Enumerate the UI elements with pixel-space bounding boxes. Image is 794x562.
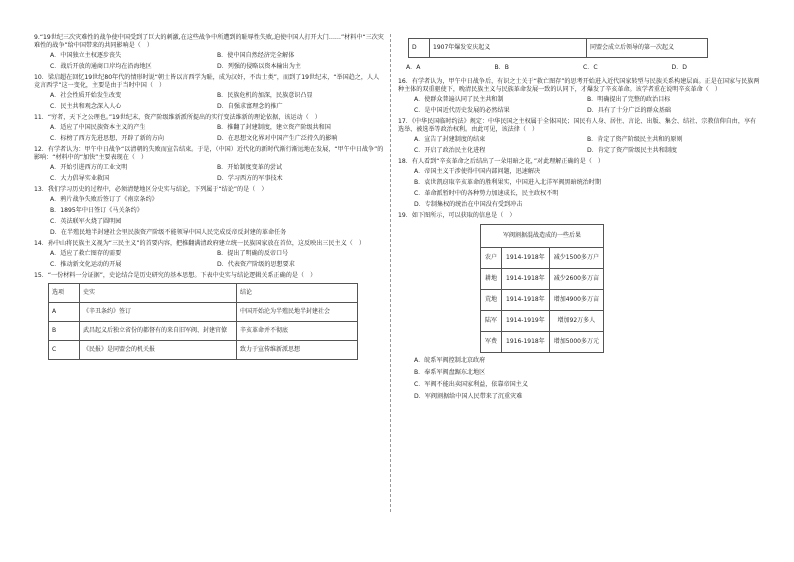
option-a: A．适应了中国民族资本主义的产生: [50, 124, 146, 131]
question-19: [398, 212, 760, 401]
option-c: C．军阀不能出卖国家利益，依靠帝国主义: [414, 381, 528, 388]
question-stem: 19．如下图所示，可以获取的信息是（ ）: [398, 212, 516, 219]
table-cell: 1914-1918年: [502, 269, 550, 290]
option-d: D．代表资产阶级的思想要求: [217, 261, 295, 268]
table-cell: 陆军: [481, 311, 502, 332]
option-d: D．列强的侵略以资本输出为主: [217, 63, 301, 70]
table-cell: 《民报》是同盟会的机关报: [80, 341, 237, 360]
table-cell: 增加92万多人: [549, 311, 603, 332]
question-15: [34, 272, 384, 360]
option-a: A．中国独立主权逐步丧失: [50, 52, 122, 59]
option-c: C．是中国近代历史发展的必然结果: [414, 107, 510, 114]
option-d: D．学习西方的军事技术: [217, 175, 283, 182]
question-18: [398, 158, 760, 209]
history-table-continued: [408, 38, 708, 58]
question-stem: 15．“一份材料一分证据”，史论结合是历史研究的基本思想。下表中史实与结论逻辑关系正确的是（ ）: [34, 272, 317, 279]
option-b: B．B: [494, 64, 509, 71]
option-b: B．开始制度变革的尝试: [217, 164, 283, 171]
option-d: D．专制集权的统治在中国没有受到冲击: [414, 201, 523, 208]
option-d: D．在半殖民地半封建社会里民族资产阶级不能领导中国人民完成反帝反封建的革命任务: [50, 229, 287, 236]
option-c: C．标榜了西方先进思想，开辟了新的方向: [50, 135, 164, 142]
table-cell: D: [409, 39, 430, 58]
question-stem: 12．有学者认为：甲午中日战争“以清朝的失败而宣告结束。于是，（中国）近代化的新时代渐行渐远地在发展，“甲午中日战争”的影响：“材料中的“加快”主要表现在（ ）: [34, 146, 384, 161]
table-row: [481, 269, 604, 290]
table-cell: 农户: [481, 248, 502, 269]
column-divider: [390, 34, 391, 512]
option-b: B．民族危机的加深，民族意识凸显: [217, 92, 313, 99]
question-stem: 9.“19世纪三次灾难性的战争使中国受到了巨大的刺激,在这些战争中所遭到的耻辱性失败,迫使中国人打开大门……”材料中“三次灾难性的战争”给中国带来的共同影响是（ ）: [34, 34, 384, 49]
question-stem: 18．有人看到“辛亥革命之后结出了一朵用暗之花，”对此理解正确的是（ ）: [398, 158, 605, 165]
table-cell: A: [49, 303, 80, 322]
question-stem: 14．孙中山将民族主义视为“三民主义”的首要内容，把推翻满清政府建立统一民族国家放在首位，这反映出三民主义（ ）: [34, 240, 365, 247]
option-c: C．开启了政治民主化进程: [414, 147, 486, 154]
option-d: D．肯定了资产阶级民主共和制度: [587, 147, 678, 154]
table-row: [49, 303, 358, 322]
option-b: B．推翻了封建制度，建立资产阶级共和国: [217, 124, 331, 131]
question-stem: 16．有学者认为，甲午中日战争后，有识之士关于“救亡图存”的思考开始进入近代国家转型与民族关系构建层面。正是在国家与民族两种主体的双重驱使下，晚清民族主义与民族革命发展一致的认同下，才爆发了辛亥革命。该学者重在说明辛亥革命（ ）: [398, 78, 760, 93]
table-cell: 耕地: [481, 269, 502, 290]
option-d: D．具有了十分广泛的群众基础: [587, 107, 671, 114]
question-9: [34, 34, 384, 71]
option-b: B．袁世凯窃取辛亥革命的胜利果实，中国进入北洋军阀黑暗统治时期: [414, 179, 601, 186]
option-a: A．帝国主义干涉使得中国内部问题，迅速解决: [414, 168, 541, 175]
question-11: [34, 114, 384, 143]
question-12: [34, 146, 384, 183]
table-cell: 致力于宣传维新派思想: [237, 341, 358, 360]
table-cell: 军费: [481, 332, 502, 353]
question-17: [398, 118, 760, 155]
table-row: [481, 290, 604, 311]
option-d: D．自强求富理念的推广: [217, 103, 283, 110]
option-b: B．奉系军阀盘踞东北地区: [414, 369, 486, 376]
table-cell: 增加5000多万元: [549, 332, 603, 353]
table-cell: 减少1500多万户: [549, 248, 603, 269]
option-d: D．军阀割据给中国人民带来了沉重灾难: [414, 393, 523, 400]
table-cell: 1907年爆发安庆起义: [430, 39, 587, 58]
table-cell: B: [49, 322, 80, 341]
option-d: D．在思想文化界对中国产生广泛持久的影响: [217, 135, 338, 142]
table-cell: 《辛丑条约》签订: [80, 303, 237, 322]
question-14: [34, 240, 384, 269]
table-cell: 1916-1918年: [502, 332, 550, 353]
warlord-consequences-table: [480, 224, 604, 353]
option-a: A．社会性质开始发生改变: [50, 92, 122, 99]
question-10: [34, 74, 384, 111]
table-cell: 增加4900多万亩: [549, 290, 603, 311]
table-cell: 1914-1919年: [502, 311, 550, 332]
table-cell: 1914-1918年: [502, 290, 550, 311]
option-d: D．D: [671, 64, 687, 71]
table-cell: 减少2600多万亩: [549, 269, 603, 290]
option-c: C．英法联军火烧了圆明园: [50, 218, 122, 225]
option-b: B．肯定了资产阶级民主共和的原则: [587, 136, 683, 143]
question-stem: 10．梁启超在回忆19世纪80年代的情形时说“朝士皆以言西学为耻，成为汉奸，不齿士类”，而到了19世纪末，“举国趋之，人人竞言西学”这一变化，主要是由于当时中国（ ）: [34, 74, 380, 89]
option-a: A．A: [406, 64, 421, 71]
option-c: C．战后开放的通商口岸均在沿海地区: [50, 63, 152, 70]
table-header: 结论: [237, 284, 358, 303]
table-row: [481, 248, 604, 269]
option-a: A．开始引进西方的工业文明: [50, 164, 128, 171]
table-cell: 中国开始沦为半殖民地半封建社会: [237, 303, 358, 322]
table-row: [481, 332, 604, 353]
question-stem: 13．我们学习历史的过程中，必须清楚地区分史实与结论，下列属于“结论”的是（ ）: [34, 186, 268, 193]
table-header: 史实: [80, 284, 237, 303]
table-row: [409, 39, 708, 58]
option-b: B．提出了明确的反帝口号: [217, 250, 289, 257]
option-c: C．民主共和观念深入人心: [50, 103, 122, 110]
option-c: C．C: [583, 64, 598, 71]
table-header: 选项: [49, 284, 80, 303]
option-a: A．皖系军阀控制北京政府: [414, 357, 486, 364]
table-cell: 同盟会成立后领导的第一次起义: [587, 39, 708, 58]
option-b: B．1895年中日签订《马关条约》: [50, 207, 143, 214]
question-stem: 17．《中华民国临时约法》规定：中华民国之主权属于全体国民；国民有人身、居住、言论、出版、集会、结社、宗教信仰自由，享有选举、被选举等政治权利。由此可见，该法律（ ）: [398, 118, 757, 133]
table-cell: 1914-1918年: [502, 248, 550, 269]
option-c: C．大力倡导实业救国: [50, 175, 110, 182]
left-column: [34, 34, 384, 362]
table-cell: 辛亥革命并不彻底: [237, 322, 358, 341]
option-b: B．使中国自然经济完全解体: [217, 52, 295, 59]
option-a: A．适应了救亡图存的需要: [50, 250, 122, 257]
option-a: A．鸦片战争失败后签订了《南京条约》: [50, 196, 158, 203]
question-13: [34, 186, 384, 237]
option-c: C．革命派暂时中的各种势力加速成长，民主政权不明: [414, 190, 559, 197]
option-c: C．推动新文化运动的开展: [50, 261, 122, 268]
question-stem: 11．“穷者，天下之公理也。”19世纪末，资产阶级维新派所提出的实行变法维新的理论依据，该运动（ ）: [34, 114, 321, 121]
question-16: [398, 78, 760, 115]
table-row: [49, 341, 358, 360]
table-caption: 军阀割据混战造成的一些后果: [481, 225, 604, 248]
table-row: [49, 322, 358, 341]
right-column: [398, 34, 760, 405]
table-cell: 武昌起义后独立省份的都督有的来自旧军阀、封建官僚: [80, 322, 237, 341]
history-table: [48, 283, 358, 360]
option-b: B．明确提出了完整的政治目标: [587, 96, 671, 103]
option-a: A．使群众普遍认同了民主共和制: [414, 96, 504, 103]
table-cell: 荒地: [481, 290, 502, 311]
option-a: A．宣告了封建制度的结束: [414, 136, 486, 143]
table-cell: C: [49, 341, 80, 360]
table-row: [481, 311, 604, 332]
